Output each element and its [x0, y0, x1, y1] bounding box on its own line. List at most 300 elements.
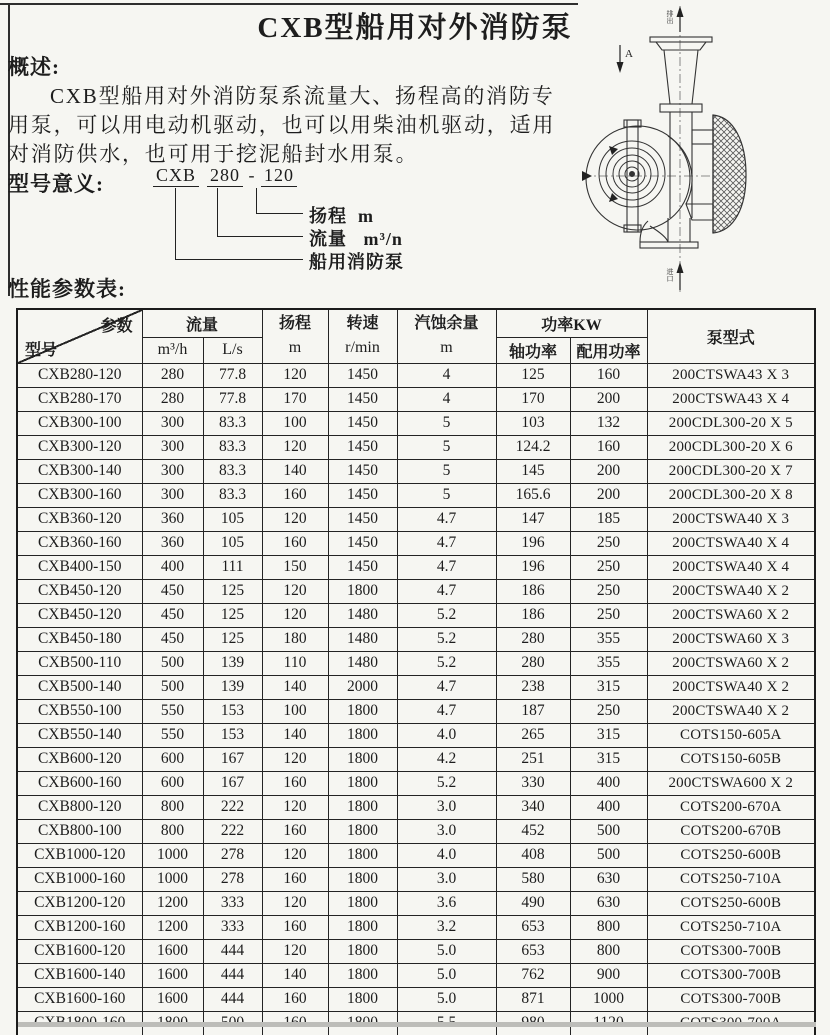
value-cell: 500	[142, 675, 203, 699]
value-cell: 103	[496, 411, 570, 435]
table-row	[17, 411, 815, 435]
value-cell: 3.0	[397, 795, 496, 819]
value-cell: 1800	[328, 963, 397, 987]
parameters-heading: 性能参数表:	[8, 277, 126, 301]
pump-type-cell: 200CTSWA40 X 2	[647, 579, 815, 603]
value-cell: 490	[496, 891, 570, 915]
table-row	[17, 699, 815, 723]
col-header-flow-group: 流量	[142, 309, 262, 337]
value-cell: 400	[142, 555, 203, 579]
model-cell: CXB500-110	[17, 651, 142, 675]
left-marker-icon	[582, 171, 592, 181]
pump-type-cell: 200CTSWA40 X 2	[647, 675, 815, 699]
model-cell: CXB360-120	[17, 507, 142, 531]
value-cell: 300	[142, 483, 203, 507]
value-cell: 5.2	[397, 603, 496, 627]
value-cell: 1480	[328, 651, 397, 675]
value-cell: 1450	[328, 363, 397, 387]
value-cell: 280	[142, 387, 203, 411]
value-cell: 280	[496, 627, 570, 651]
value-cell: 147	[496, 507, 570, 531]
value-cell: 180	[262, 627, 328, 651]
value-cell: 265	[496, 723, 570, 747]
model-cell: CXB550-100	[17, 699, 142, 723]
table-row	[17, 555, 815, 579]
pump-type-cell: 200CTSWA60 X 2	[647, 651, 815, 675]
value-cell: 160	[262, 771, 328, 795]
value-cell: 4.7	[397, 555, 496, 579]
table-row	[17, 507, 815, 531]
value-cell: 900	[570, 963, 647, 987]
value-cell: 132	[570, 411, 647, 435]
value-cell: 125	[203, 579, 262, 603]
table-row	[17, 867, 815, 891]
table-row	[17, 915, 815, 939]
col-header-power-group: 功率KW	[496, 309, 647, 337]
value-cell: 1800	[328, 747, 397, 771]
value-cell: 800	[142, 795, 203, 819]
value-cell: 355	[570, 651, 647, 675]
value-cell: 1800	[328, 795, 397, 819]
table-row	[17, 963, 815, 987]
model-cell: CXB280-120	[17, 363, 142, 387]
model-cell: CXB1600-160	[17, 987, 142, 1011]
value-cell: 3.0	[397, 867, 496, 891]
overview-paragraph: CXB型船用对外消防泵系流量大、扬程高的消防专用泵，可以用电动机驱动，也可以用柴油机驱动，适用对消防供水，也可用于挖泥船封水用泵。	[8, 84, 556, 166]
value-cell: 280	[142, 363, 203, 387]
value-cell: 170	[496, 387, 570, 411]
value-cell: 83.3	[203, 411, 262, 435]
corner-header-parameter: 参数	[100, 318, 133, 335]
model-cell: CXB1200-120	[17, 891, 142, 915]
col-header-speed-unit: r/min	[345, 339, 380, 357]
table-row	[17, 819, 815, 843]
value-cell: 1800	[328, 579, 397, 603]
pump-type-cell: 200CTSWA600 X 2	[647, 771, 815, 795]
col-header-shaft-power: 轴功率	[496, 337, 570, 363]
value-cell: 140	[262, 963, 328, 987]
value-cell: 315	[570, 747, 647, 771]
table-row	[17, 771, 815, 795]
model-label-series: 船用消防泵	[309, 252, 404, 272]
pump-type-cell: COTS300-700B	[647, 939, 815, 963]
col-header-flow-ls: L/s	[203, 337, 262, 363]
value-cell: 160	[262, 483, 328, 507]
value-cell: 1800	[328, 843, 397, 867]
value-cell: 222	[203, 819, 262, 843]
value-cell: 3.6	[397, 891, 496, 915]
value-cell: 3.2	[397, 915, 496, 939]
page-title: CXB型船用对外消防泵	[257, 12, 573, 44]
value-cell: 1000	[570, 987, 647, 1011]
value-cell: 4.0	[397, 843, 496, 867]
pump-technical-drawing	[580, 0, 830, 298]
value-cell: 1800	[328, 987, 397, 1011]
table-row	[17, 459, 815, 483]
table-row	[17, 531, 815, 555]
model-code-head: 120	[261, 165, 297, 187]
col-header-motor-power: 配用功率	[570, 337, 647, 363]
value-cell: 630	[570, 891, 647, 915]
pump-type-cell: COTS300-700B	[647, 963, 815, 987]
value-cell: 1450	[328, 387, 397, 411]
value-cell: 120	[262, 507, 328, 531]
value-cell: 315	[570, 723, 647, 747]
value-cell: 1600	[142, 939, 203, 963]
value-cell: 408	[496, 843, 570, 867]
table-row	[17, 891, 815, 915]
table-row	[17, 795, 815, 819]
value-cell: 653	[496, 939, 570, 963]
model-cell: CXB1200-160	[17, 915, 142, 939]
pump-type-cell: 200CTSWA40 X 2	[647, 699, 815, 723]
value-cell: 187	[496, 699, 570, 723]
value-cell: 1800	[328, 915, 397, 939]
value-cell: 186	[496, 603, 570, 627]
model-cell: CXB1600-120	[17, 939, 142, 963]
hub-marker-bottom-icon	[609, 193, 618, 202]
col-header-head: 扬程 m	[262, 309, 328, 363]
pump-type-cell: 200CTSWA40 X 4	[647, 531, 815, 555]
model-cell: CXB500-140	[17, 675, 142, 699]
pump-type-cell: COTS250-710A	[647, 915, 815, 939]
value-cell: 1200	[142, 915, 203, 939]
value-cell: 450	[142, 603, 203, 627]
value-cell: 1800	[328, 699, 397, 723]
section-label: A	[625, 48, 633, 60]
value-cell: 125	[203, 603, 262, 627]
value-cell: 250	[570, 531, 647, 555]
value-cell: 120	[262, 843, 328, 867]
value-cell: 120	[262, 363, 328, 387]
value-cell: 139	[203, 651, 262, 675]
value-cell: 120	[262, 939, 328, 963]
value-cell: 1800	[328, 939, 397, 963]
value-cell: 1200	[142, 891, 203, 915]
value-cell: 185	[570, 507, 647, 531]
model-cell: CXB300-120	[17, 435, 142, 459]
table-row	[17, 651, 815, 675]
value-cell: 333	[203, 891, 262, 915]
value-cell: 251	[496, 747, 570, 771]
shaft-hub	[599, 141, 665, 207]
value-cell: 1480	[328, 603, 397, 627]
value-cell: 360	[142, 507, 203, 531]
model-cell: CXB600-160	[17, 771, 142, 795]
col-header-npsh: 汽蚀余量 m	[397, 309, 496, 363]
pump-type-cell: 200CDL300-20 X 8	[647, 483, 815, 507]
value-cell: 450	[142, 579, 203, 603]
value-cell: 444	[203, 987, 262, 1011]
model-cell: CXB300-100	[17, 411, 142, 435]
value-cell: 1600	[142, 963, 203, 987]
value-cell: 300	[142, 435, 203, 459]
value-cell: 452	[496, 819, 570, 843]
value-cell: 500	[142, 651, 203, 675]
value-cell: 160	[262, 867, 328, 891]
value-cell: 4.7	[397, 699, 496, 723]
value-cell: 4.0	[397, 723, 496, 747]
model-cell: CXB360-160	[17, 531, 142, 555]
value-cell: 5.2	[397, 627, 496, 651]
value-cell: 153	[203, 699, 262, 723]
table-row	[17, 483, 815, 507]
value-cell: 800	[570, 939, 647, 963]
value-cell: 222	[203, 795, 262, 819]
value-cell: 170	[262, 387, 328, 411]
value-cell: 100	[262, 411, 328, 435]
overview-heading: 概述:	[8, 55, 60, 79]
value-cell: 5.2	[397, 771, 496, 795]
value-cell: 278	[203, 867, 262, 891]
table-body	[17, 363, 815, 1035]
model-meaning-heading: 型号意义:	[8, 172, 104, 196]
value-cell: 600	[142, 771, 203, 795]
value-cell: 5	[397, 411, 496, 435]
value-cell: 1450	[328, 459, 397, 483]
pump-type-cell: 200CTSWA43 X 4	[647, 387, 815, 411]
value-cell: 800	[142, 819, 203, 843]
value-cell: 5.0	[397, 939, 496, 963]
value-cell: 145	[496, 459, 570, 483]
value-cell: 315	[570, 675, 647, 699]
value-cell: 196	[496, 531, 570, 555]
table-row	[17, 675, 815, 699]
value-cell: 140	[262, 459, 328, 483]
pump-type-cell: 200CTSWA43 X 3	[647, 363, 815, 387]
table-row	[17, 723, 815, 747]
value-cell: 77.8	[203, 363, 262, 387]
value-cell: 120	[262, 747, 328, 771]
pump-type-cell: COTS250-710A	[647, 867, 815, 891]
value-cell: 300	[142, 411, 203, 435]
model-cell: CXB1000-120	[17, 843, 142, 867]
inlet-label: 进口	[666, 268, 674, 282]
value-cell: 580	[496, 867, 570, 891]
value-cell: 1450	[328, 507, 397, 531]
value-cell: 160	[262, 915, 328, 939]
value-cell: 160	[262, 531, 328, 555]
value-cell: 5.0	[397, 963, 496, 987]
value-cell: 600	[142, 747, 203, 771]
table-row	[17, 987, 815, 1011]
value-cell: 5	[397, 435, 496, 459]
value-cell: 360	[142, 531, 203, 555]
model-cell: CXB300-140	[17, 459, 142, 483]
model-cell: CXB280-170	[17, 387, 142, 411]
value-cell: 1480	[328, 627, 397, 651]
value-cell: 160	[262, 819, 328, 843]
table-row	[17, 939, 815, 963]
value-cell: 3.0	[397, 819, 496, 843]
model-code-prefix: CXB	[153, 165, 199, 187]
col-header-flow-m3h: m³/h	[142, 337, 203, 363]
value-cell: 200	[570, 483, 647, 507]
value-cell: 5.0	[397, 987, 496, 1011]
value-cell: 111	[203, 555, 262, 579]
value-cell: 105	[203, 507, 262, 531]
value-cell: 444	[203, 963, 262, 987]
value-cell: 160	[570, 363, 647, 387]
discharge-cone	[650, 37, 712, 218]
value-cell: 2000	[328, 675, 397, 699]
value-cell: 250	[570, 699, 647, 723]
pump-type-cell: COTS250-600B	[647, 843, 815, 867]
pump-type-cell: 200CTSWA60 X 2	[647, 603, 815, 627]
model-code	[153, 165, 297, 187]
model-code-flow: 280	[207, 165, 243, 187]
value-cell: 4.7	[397, 507, 496, 531]
table-row	[17, 363, 815, 387]
value-cell: 1800	[328, 891, 397, 915]
value-cell: 550	[142, 723, 203, 747]
value-cell: 340	[496, 795, 570, 819]
value-cell: 238	[496, 675, 570, 699]
value-cell: 400	[570, 771, 647, 795]
table-row	[17, 603, 815, 627]
value-cell: 83.3	[203, 483, 262, 507]
value-cell: 124.2	[496, 435, 570, 459]
suction-pipe	[640, 218, 698, 248]
value-cell: 871	[496, 987, 570, 1011]
value-cell: 120	[262, 435, 328, 459]
inlet-arrowhead-icon	[677, 262, 684, 273]
value-cell: 1600	[142, 987, 203, 1011]
value-cell: 139	[203, 675, 262, 699]
hub-marker-top-icon	[609, 146, 618, 155]
value-cell: 250	[570, 579, 647, 603]
value-cell: 167	[203, 771, 262, 795]
value-cell: 120	[262, 579, 328, 603]
value-cell: 1800	[328, 819, 397, 843]
value-cell: 4.7	[397, 531, 496, 555]
motor-dome	[713, 115, 746, 233]
pump-type-cell: COTS150-605A	[647, 723, 815, 747]
value-cell: 160	[262, 987, 328, 1011]
value-cell: 355	[570, 627, 647, 651]
table-row	[17, 579, 815, 603]
value-cell: 4.7	[397, 579, 496, 603]
outlet-label: 排出	[666, 10, 674, 24]
value-cell: 1450	[328, 483, 397, 507]
value-cell: 762	[496, 963, 570, 987]
pump-type-cell: COTS300-700B	[647, 987, 815, 1011]
value-cell: 500	[570, 819, 647, 843]
section-arrowhead-icon	[617, 62, 624, 73]
value-cell: 1450	[328, 435, 397, 459]
performance-parameters-table	[16, 308, 816, 1035]
table-row	[17, 747, 815, 771]
value-cell: 4	[397, 387, 496, 411]
model-cell: CXB800-120	[17, 795, 142, 819]
value-cell: 300	[142, 459, 203, 483]
value-cell: 1000	[142, 867, 203, 891]
connector-line-series	[175, 188, 303, 260]
model-cell: CXB1600-140	[17, 963, 142, 987]
pump-type-cell: COTS150-605B	[647, 747, 815, 771]
pump-type-cell: COTS200-670A	[647, 795, 815, 819]
pump-type-cell: COTS200-670B	[647, 819, 815, 843]
value-cell: 330	[496, 771, 570, 795]
value-cell: 196	[496, 555, 570, 579]
value-cell: 4.2	[397, 747, 496, 771]
model-label-head: 扬程 m	[309, 206, 374, 226]
value-cell: 1000	[142, 843, 203, 867]
value-cell: 550	[142, 699, 203, 723]
outlet-arrowhead-icon	[677, 6, 684, 17]
value-cell: 500	[570, 843, 647, 867]
value-cell: 83.3	[203, 435, 262, 459]
table-row	[17, 435, 815, 459]
value-cell: 125	[496, 363, 570, 387]
value-cell: 278	[203, 843, 262, 867]
value-cell: 120	[262, 603, 328, 627]
value-cell: 4	[397, 363, 496, 387]
value-cell: 250	[570, 603, 647, 627]
corner-header-cell	[17, 309, 142, 363]
col-header-pump-type: 泵型式	[647, 309, 815, 363]
table-bottom-shadow	[18, 1022, 816, 1027]
value-cell: 77.8	[203, 387, 262, 411]
value-cell: 186	[496, 579, 570, 603]
value-cell: 200	[570, 387, 647, 411]
value-cell: 83.3	[203, 459, 262, 483]
value-cell: 630	[570, 867, 647, 891]
model-cell: CXB550-140	[17, 723, 142, 747]
model-label-flow: 流量 m³/n	[309, 229, 403, 249]
value-cell: 450	[142, 627, 203, 651]
value-cell: 1800	[328, 723, 397, 747]
value-cell: 140	[262, 723, 328, 747]
value-cell: 4.7	[397, 675, 496, 699]
value-cell: 5.2	[397, 651, 496, 675]
pump-type-cell: 200CTSWA60 X 3	[647, 627, 815, 651]
corner-header-model: 型号	[25, 341, 58, 359]
col-header-head-unit: m	[288, 339, 302, 357]
table-row	[17, 843, 815, 867]
pump-type-cell: 200CTSWA40 X 3	[647, 507, 815, 531]
model-cell: CXB300-160	[17, 483, 142, 507]
value-cell: 5	[397, 459, 496, 483]
value-cell: 444	[203, 939, 262, 963]
model-cell: CXB450-120	[17, 579, 142, 603]
value-cell: 1800	[328, 867, 397, 891]
value-cell: 653	[496, 915, 570, 939]
value-cell: 150	[262, 555, 328, 579]
value-cell: 165.6	[496, 483, 570, 507]
value-cell: 1450	[328, 411, 397, 435]
model-cell: CXB600-120	[17, 747, 142, 771]
pump-type-cell: COTS250-600B	[647, 891, 815, 915]
model-cell: CXB800-100	[17, 819, 142, 843]
value-cell: 400	[570, 795, 647, 819]
value-cell: 1800	[328, 771, 397, 795]
value-cell: 1450	[328, 555, 397, 579]
table-row	[17, 387, 815, 411]
value-cell: 100	[262, 699, 328, 723]
value-cell: 140	[262, 675, 328, 699]
table-row	[17, 627, 815, 651]
pump-type-cell: 200CDL300-20 X 6	[647, 435, 815, 459]
pump-type-cell: 200CDL300-20 X 5	[647, 411, 815, 435]
model-cell: CXB450-120	[17, 603, 142, 627]
model-cell: CXB1000-160	[17, 867, 142, 891]
value-cell: 280	[496, 651, 570, 675]
model-cell: CXB450-180	[17, 627, 142, 651]
value-cell: 120	[262, 795, 328, 819]
value-cell: 105	[203, 531, 262, 555]
model-code-dash: -	[248, 165, 256, 185]
